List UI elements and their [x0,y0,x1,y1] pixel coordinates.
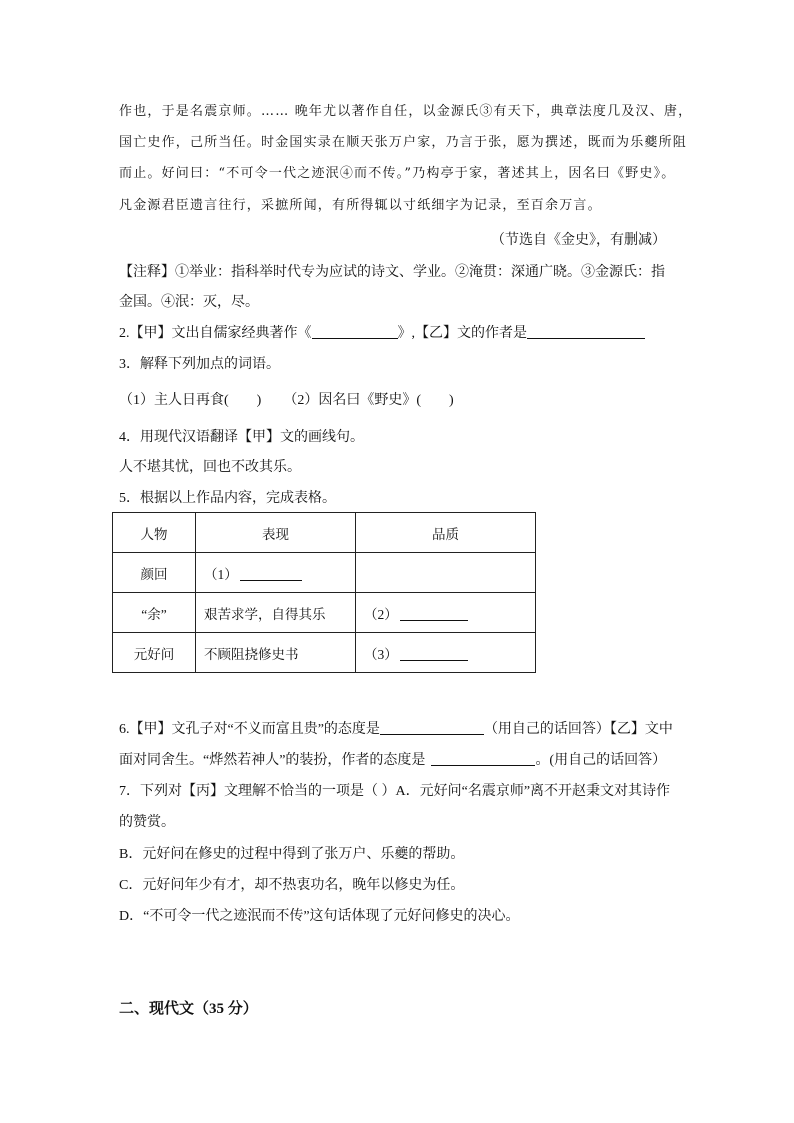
notes-line-2: 金国。④泯：灭，尽。 [119,295,259,310]
q6-answer-blank-1[interactable] [380,720,484,735]
question-7-option-d[interactable]: D．“不可令一代之迹泯而不传”这句话体现了元好问修史的决心。 [119,909,520,924]
table-header-cell: 品质 [356,513,536,553]
table-cell-person: 颜回 [113,553,196,593]
q2-text-2: 》,【乙】文的作者是 [397,326,527,341]
question-4-sentence: 人不堪其忧，回也不改其乐。 [119,460,301,475]
question-7-line-2: 的赞赏。 [119,815,175,830]
question-6-line-1 [119,718,673,738]
table-cell-label: （3） [364,646,398,662]
question-2 [119,322,645,342]
passage-source: （节选自《金史》，有删减） [491,233,666,248]
table-header-row [113,513,536,553]
question-3-title: 3．解释下列加点的词语。 [119,357,280,372]
q6-text-2: （用自己的话回答）【乙】文中 [483,722,673,737]
table-cell-quality [356,593,536,633]
passage-line-1: 作也，于是名震京师。…… 晚年尤以著作自任，以金源氏③有天下，典章法度几及汉、唐， [119,104,693,119]
q6-text-1: 6.【甲】文孔子对“不义而富且贵”的态度是 [119,722,380,737]
table-cell-person: 元好问 [113,633,196,673]
table-row [113,553,536,593]
notes-line-1: 【注释】①举业：指科举时代专为应试的诗文、学业。②淹贯：深通广晓。③金源氏：指 [119,265,665,280]
table-row [113,633,536,673]
passage-line-2: 国亡史作，己所当任。时金国实录在顺天张万户家，乃言于张，愿为撰述，既而为乐夔所阻 [119,135,688,150]
table-header-cell: 人物 [113,513,196,553]
question-5-title: 5．根据以上作品内容，完成表格。 [119,491,336,506]
q3-item-1: （1）主人日再食( ) [119,393,262,408]
q2-answer-blank-1[interactable] [312,324,398,339]
question-6-line-2 [119,749,666,769]
q6-text-4: 。(用自己的话回答） [535,753,667,768]
table-cell-performance: 不顾阻挠修史书 [196,633,356,673]
table-cell-label: （2） [364,606,398,622]
passage-line-4: 凡金源君臣遗言往行，采摭所闻，有所得辄以寸纸细字为记录，至百余万言。 [119,198,602,213]
table-cell-person: “余” [113,593,196,633]
question-7-option-b[interactable]: B．元好问在修史的过程中得到了张万户、乐夔的帮助。 [119,847,465,862]
table-cell-performance [196,553,356,593]
table-header-cell: 表现 [196,513,356,553]
table-answer-blank-3[interactable] [400,646,468,661]
q2-answer-blank-2[interactable] [527,324,645,339]
table-cell-performance: 艰苦求学，自得其乐 [196,593,356,633]
table-cell-quality [356,633,536,673]
table-row [113,593,536,633]
q6-text-3: 面对同舍生。“烨然若神人”的装扮，作者的态度是 [119,753,426,768]
question-4-title: 4．用现代汉语翻译【甲】文的画线句。 [119,430,364,445]
q6-answer-blank-2[interactable] [431,751,535,766]
question-7-line-1: 7．下列对【丙】文理解不恰当的一项是（ ）A．元好问“名震京师”离不开赵秉文对其诗作 [119,784,671,799]
table-answer-blank-2[interactable] [400,606,468,621]
table-answer-blank-1[interactable] [240,566,302,581]
passage-line-3: 而止。好问曰：“不可令一代之迹泯④而不传。”乃构亭于家，著述其上，因名曰《野史》。 [119,166,676,181]
section-2-heading: 二、现代文（35 分） [119,1001,258,1017]
question-3-items [119,389,454,409]
table-cell-quality[interactable] [356,553,536,593]
question-5-table [112,512,536,673]
q2-text-1: 2.【甲】文出自儒家经典著作《 [119,326,312,341]
table-cell-label: （1） [204,566,238,582]
q3-item-2: （2）因名曰《野史》( ) [283,393,454,408]
question-7-option-c[interactable]: C．元好问年少有才，却不热衷功名，晚年以修史为任。 [119,878,465,893]
